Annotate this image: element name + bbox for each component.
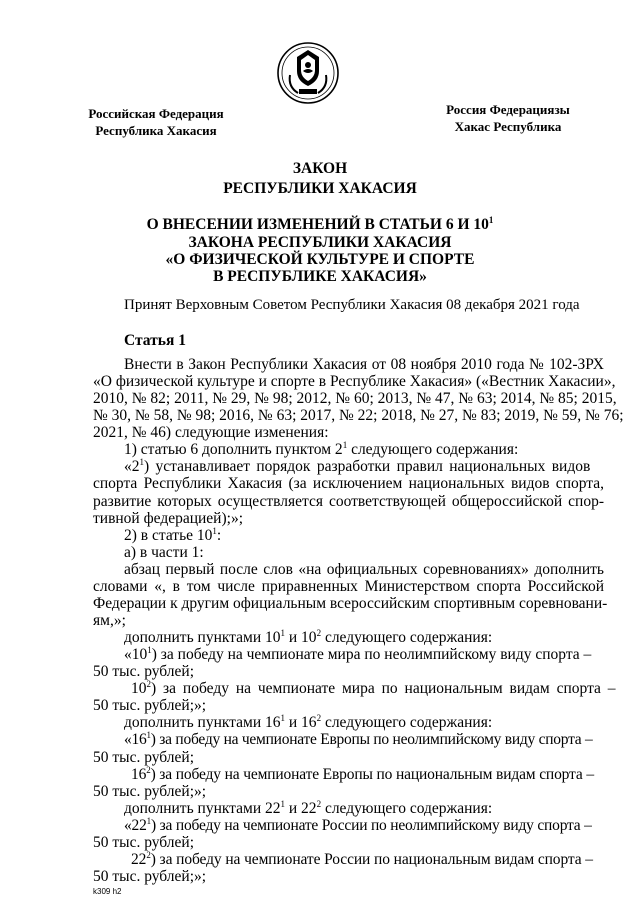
body-line-23: «$16^1$) за победу на чемпионате Европы по неолимпийскому виду спорта – <box>124 730 593 748</box>
body-line-15: Федерации к другим официальным всероссийским спортивным соревновани- <box>93 595 608 612</box>
body-line-13: абзац первый после слов «на официальных соревнованиях» дополнить <box>124 561 604 578</box>
body-line-2: «О физической культуре и спорте в Республике Хакасия» («Вестник Хакасии», <box>93 373 616 390</box>
body-line-22: дополнить пунктами $16^1$ и $16^2$ следующего содержания: <box>124 713 493 731</box>
body-line-29: 50 тыс. рублей; <box>93 834 194 851</box>
body-line-26: 50 тыс. рублей;»; <box>93 783 207 800</box>
body-line-21: 50 тыс. рублей;»; <box>93 697 207 714</box>
law-title-line1: О ВНЕСЕНИИ ИЗМЕНЕНИЙ В СТАТЬИ 6 И $10^1$ <box>146 215 494 233</box>
body-line-16: ям,»; <box>93 612 126 629</box>
body-line-14: словами «, в том числе приравненных Министерством спорта Российской <box>93 578 604 595</box>
law-title-line4: В РЕСПУБЛИКЕ ХАКАСИЯ» <box>213 268 427 285</box>
body-line-4: № 30, № 58, № 98; 2016, № 63; 2017, № 22; 2018, № 27, № 83; 2019, № 59, № 76; <box>93 407 624 424</box>
body-line-1: Внести в Закон Республики Хакасия от 08 ноября 2010 года № 102-ЗРХ <box>124 356 604 373</box>
body-line-12: а) в части 1: <box>124 544 204 561</box>
body-line-5: 2021, № 46) следующие изменения: <box>93 424 329 441</box>
law-republic: РЕСПУБЛИКИ ХАКАСИЯ <box>223 180 417 197</box>
body-line-30: $22^2$) за победу на чемпионате России по национальным видам спорта – <box>131 850 593 868</box>
adoption-line: Принят Верховным Советом Республики Хакасия 08 декабря 2021 года <box>124 297 580 313</box>
body-line-10: тивной федерацией);»; <box>93 510 244 527</box>
header-right <box>438 101 578 135</box>
article-heading: Статья 1 <box>124 332 186 349</box>
body-line-9: развитие которых осуществляется соответствующей общероссийской спор- <box>93 493 604 510</box>
body-line-11: 2) в статье $10^1$: <box>124 526 222 544</box>
header-left <box>86 105 226 139</box>
body-line-31: 50 тыс. рублей;»; <box>93 868 207 885</box>
law-title-line2: ЗАКОНА РЕСПУБЛИКИ ХАКАСИЯ <box>188 234 452 251</box>
header-left-line1: Российская Федерация <box>88 106 224 121</box>
law-title-line3: «О ФИЗИЧЕСКОЙ КУЛЬТУРЕ И СПОРТЕ <box>165 251 475 268</box>
header-right-line1: Россия Федерациязы <box>446 102 570 117</box>
body-line-27: дополнить пунктами $22^1$ и $22^2$ следующего содержания: <box>124 799 493 817</box>
header-left-line2: Республика Хакасия <box>95 123 217 138</box>
body-line-18: «$10^1$) за победу на чемпионате мира по неолимпийскому виду спорта – <box>124 645 592 663</box>
body-line-8: спорта Республики Хакасия (за исключением национальных видов спорта, <box>93 475 604 492</box>
document-code: k309 h2 <box>93 887 122 896</box>
law-label: ЗАКОН <box>292 160 348 177</box>
body-line-6: 1) статью 6 дополнить пунктом $2^1$ следующего содержания: <box>124 440 519 458</box>
body-line-17: дополнить пунктами $10^1$ и $10^2$ следующего содержания: <box>124 628 493 646</box>
body-line-28: «$22^1$) за победу на чемпионате России по неолимпийскому виду спорта – <box>124 816 592 834</box>
body-line-20: $10^2$) за победу на чемпионате мира по национальным видам спорта – <box>131 679 616 697</box>
body-line-25: $16^2$) за победу на чемпионате Европы по национальным видам спорта – <box>131 765 594 783</box>
body-line-24: 50 тыс. рублей; <box>93 749 194 766</box>
body-line-3: 2010, № 82; 2011, № 29, № 98; 2012, № 60; 2013, № 47, № 63; 2014, № 85; 2015, <box>93 390 617 407</box>
body-line-19: 50 тыс. рублей; <box>93 663 194 680</box>
body-line-7: «$2^1$) устанавливает порядок разработки правил национальных видов <box>124 457 591 475</box>
coat-of-arms-emblem <box>276 41 340 105</box>
header-right-line2: Хакас Республика <box>454 119 562 134</box>
